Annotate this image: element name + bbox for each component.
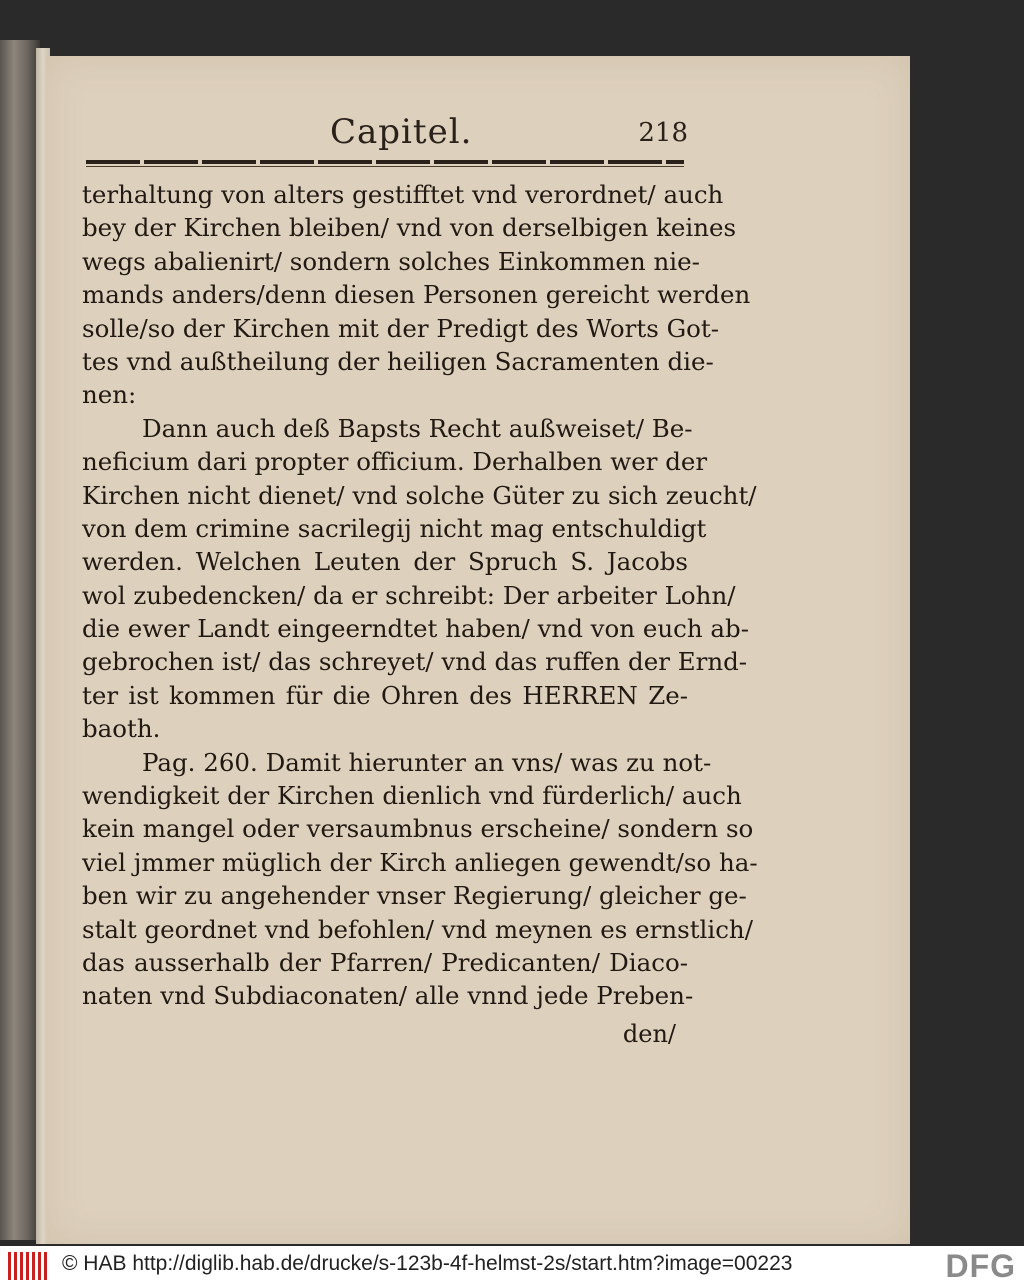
text-line: stalt geordnet vnd befohlen/ vnd meynen es ernstlich/ [82, 914, 753, 944]
source-credit[interactable]: © HAB http://diglib.hab.de/drucke/s-123b-4f-helmst-2s/start.htm?image=00223 [62, 1252, 793, 1275]
text-line: die ewer Landt eingeerndtet haben/ vnd von euch ab- [82, 614, 749, 644]
text-line: naten vnd Subdiaconaten/ alle vnnd jede Preben- [82, 981, 694, 1011]
footer-bar [0, 1246, 1024, 1285]
body-text [82, 178, 758, 1013]
text-line: ter ist kommen für die Ohren des HERREN Ze- [82, 680, 688, 710]
barcode-icon [8, 1252, 48, 1280]
text-line: ben wir zu angehender vnser Regierung/ gleicher ge- [82, 881, 747, 911]
text-line: gebrochen ist/ das schreyet/ vnd das ruffen der Ernd- [82, 647, 748, 677]
text-line: wol zubedencken/ da er schreibt: Der arbeiter Lohn/ [82, 580, 736, 610]
text-line: baoth. [82, 714, 161, 744]
text-line: nen: [82, 380, 137, 410]
text-line: mands anders/denn diesen Personen gereicht werden [82, 280, 751, 310]
text-line: neficium dari propter officium. Derhalben wer der [82, 447, 708, 477]
text-line: Dann auch deß Bapsts Recht außweiset/ Be- [142, 413, 693, 443]
text-line: von dem crimine sacrilegij nicht mag entschuldigt [82, 513, 707, 543]
dfg-logo: DFG [945, 1248, 1016, 1284]
text-line: wegs abalienirt/ sondern solches Einkommen nie- [82, 246, 700, 276]
text-line: Kirchen nicht dienet/ vnd solche Güter zu sich zeucht/ [82, 480, 757, 510]
page-header [88, 112, 688, 160]
book-edge [0, 40, 40, 1240]
header-rule [86, 160, 684, 164]
text-line: das ausserhalb der Pfarren/ Predicanten/ Diaco- [82, 947, 688, 977]
text-line: wendigkeit der Kirchen dienlich vnd fürderlich/ auch [82, 781, 742, 811]
text-line: viel jmmer müglich der Kirch anliegen gewendt/so ha- [82, 847, 758, 877]
text-line: terhaltung von alters gestifftet vnd verordnet/ auch [82, 180, 724, 209]
running-head: Capitel. [330, 112, 473, 152]
catchword: den/ [622, 1020, 676, 1048]
text-line: kein mangel oder versaumbnus erscheine/ sondern so [82, 814, 754, 844]
text-line: tes vnd außtheilung der heiligen Sacramenten die- [82, 346, 714, 376]
text-line: Pag. 260. Damit hierunter an vns/ was zu not- [142, 747, 712, 777]
text-line: bey der Kirchen bleiben/ vnd von derselbigen keines [82, 213, 737, 243]
text-line: solle/so der Kirchen mit der Predigt des Worts Got- [82, 313, 720, 343]
header-rule-thin [86, 166, 684, 167]
text-line: werden. Welchen Leuten der Spruch S. Jacobs [82, 547, 688, 577]
page-number: 218 [638, 118, 688, 148]
